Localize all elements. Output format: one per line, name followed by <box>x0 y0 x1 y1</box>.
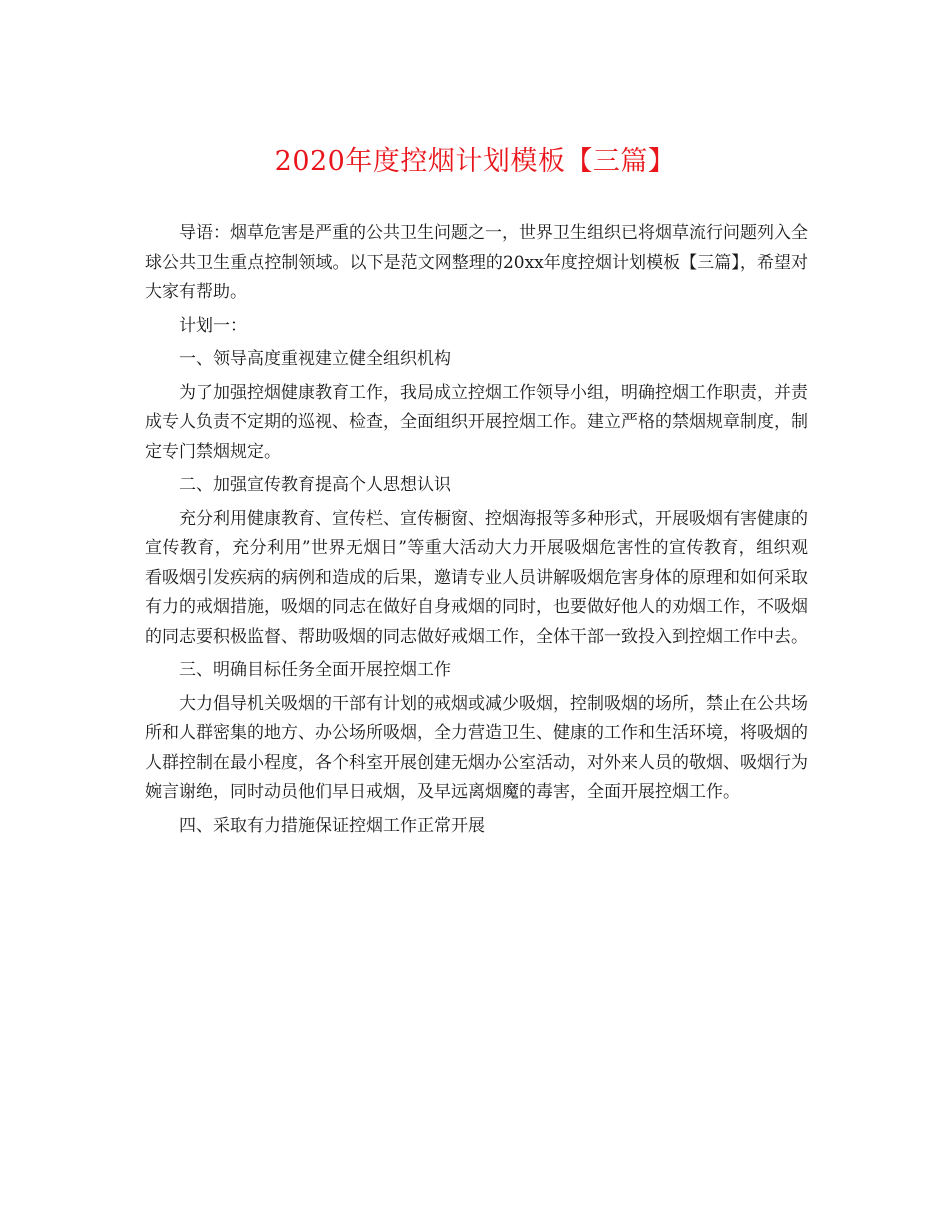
plan-heading: 计划一： <box>179 315 247 336</box>
section-paragraph-3: 大力倡导机关吸烟的干部有计划的戒烟或减少吸烟，控制吸烟的场所，禁止在公共场所和人群密集的地方、办公场所吸烟，全力营造卫生、健康的工作和生活环境，将吸烟的人群控制在最小程度，各个科室开展创建无烟办公室活动，对外来人员的敬烟、吸烟行为婉言谢绝，同时动员他们早日戒烟，及早远离烟魔的毒害，全面开展控烟工作。 <box>145 693 808 802</box>
intro-paragraph: 导语：烟草危害是严重的公共卫生问题之一，世界卫生组织已将烟草流行问题列入全球公共卫生重点控制领域。以下是范文网整理的20xx年度控烟计划模板【三篇】，希望对大家有帮助。 <box>145 223 808 302</box>
document-title: 2020年度控烟计划模板【三篇】 <box>274 146 676 177</box>
section-paragraph-1: 为了加强控烟健康教育工作，我局成立控烟工作领导小组，明确控烟工作职责，并责成专人负责不定期的巡视、检查，全面组织开展控烟工作。建立严格的禁烟规章制度，制定专门禁烟规定。 <box>145 382 808 462</box>
section-heading-3: 三、明确目标任务全面开展控烟工作 <box>179 660 451 680</box>
section-heading-2: 二、加强宣传教育提高个人思想认识 <box>179 475 451 495</box>
section-heading-1: 一、领导高度重视建立健全组织机构 <box>179 349 451 369</box>
section-heading-4: 四、采取有力措施保证控烟工作正常开展 <box>179 815 485 836</box>
section-paragraph-2: 充分利用健康教育、宣传栏、宣传橱窗、控烟海报等多种形式，开展吸烟有害健康的宣传教育，充分利用”世界无烟日”等重大活动大力开展吸烟危害性的宣传教育，组织观看吸烟引发疾病的病例和造成的后果，邀请专业人员讲解吸烟危害身体的原理和如何采取有力的戒烟措施，吸烟的同志在做好自身戒烟的同时，也要做好他人的劝烟工作，不吸烟的同志要积极监督、帮助吸烟的同志做好戒烟工作，全体干部一致投入到控烟工作中去。 <box>145 508 808 647</box>
document-body <box>145 219 808 841</box>
